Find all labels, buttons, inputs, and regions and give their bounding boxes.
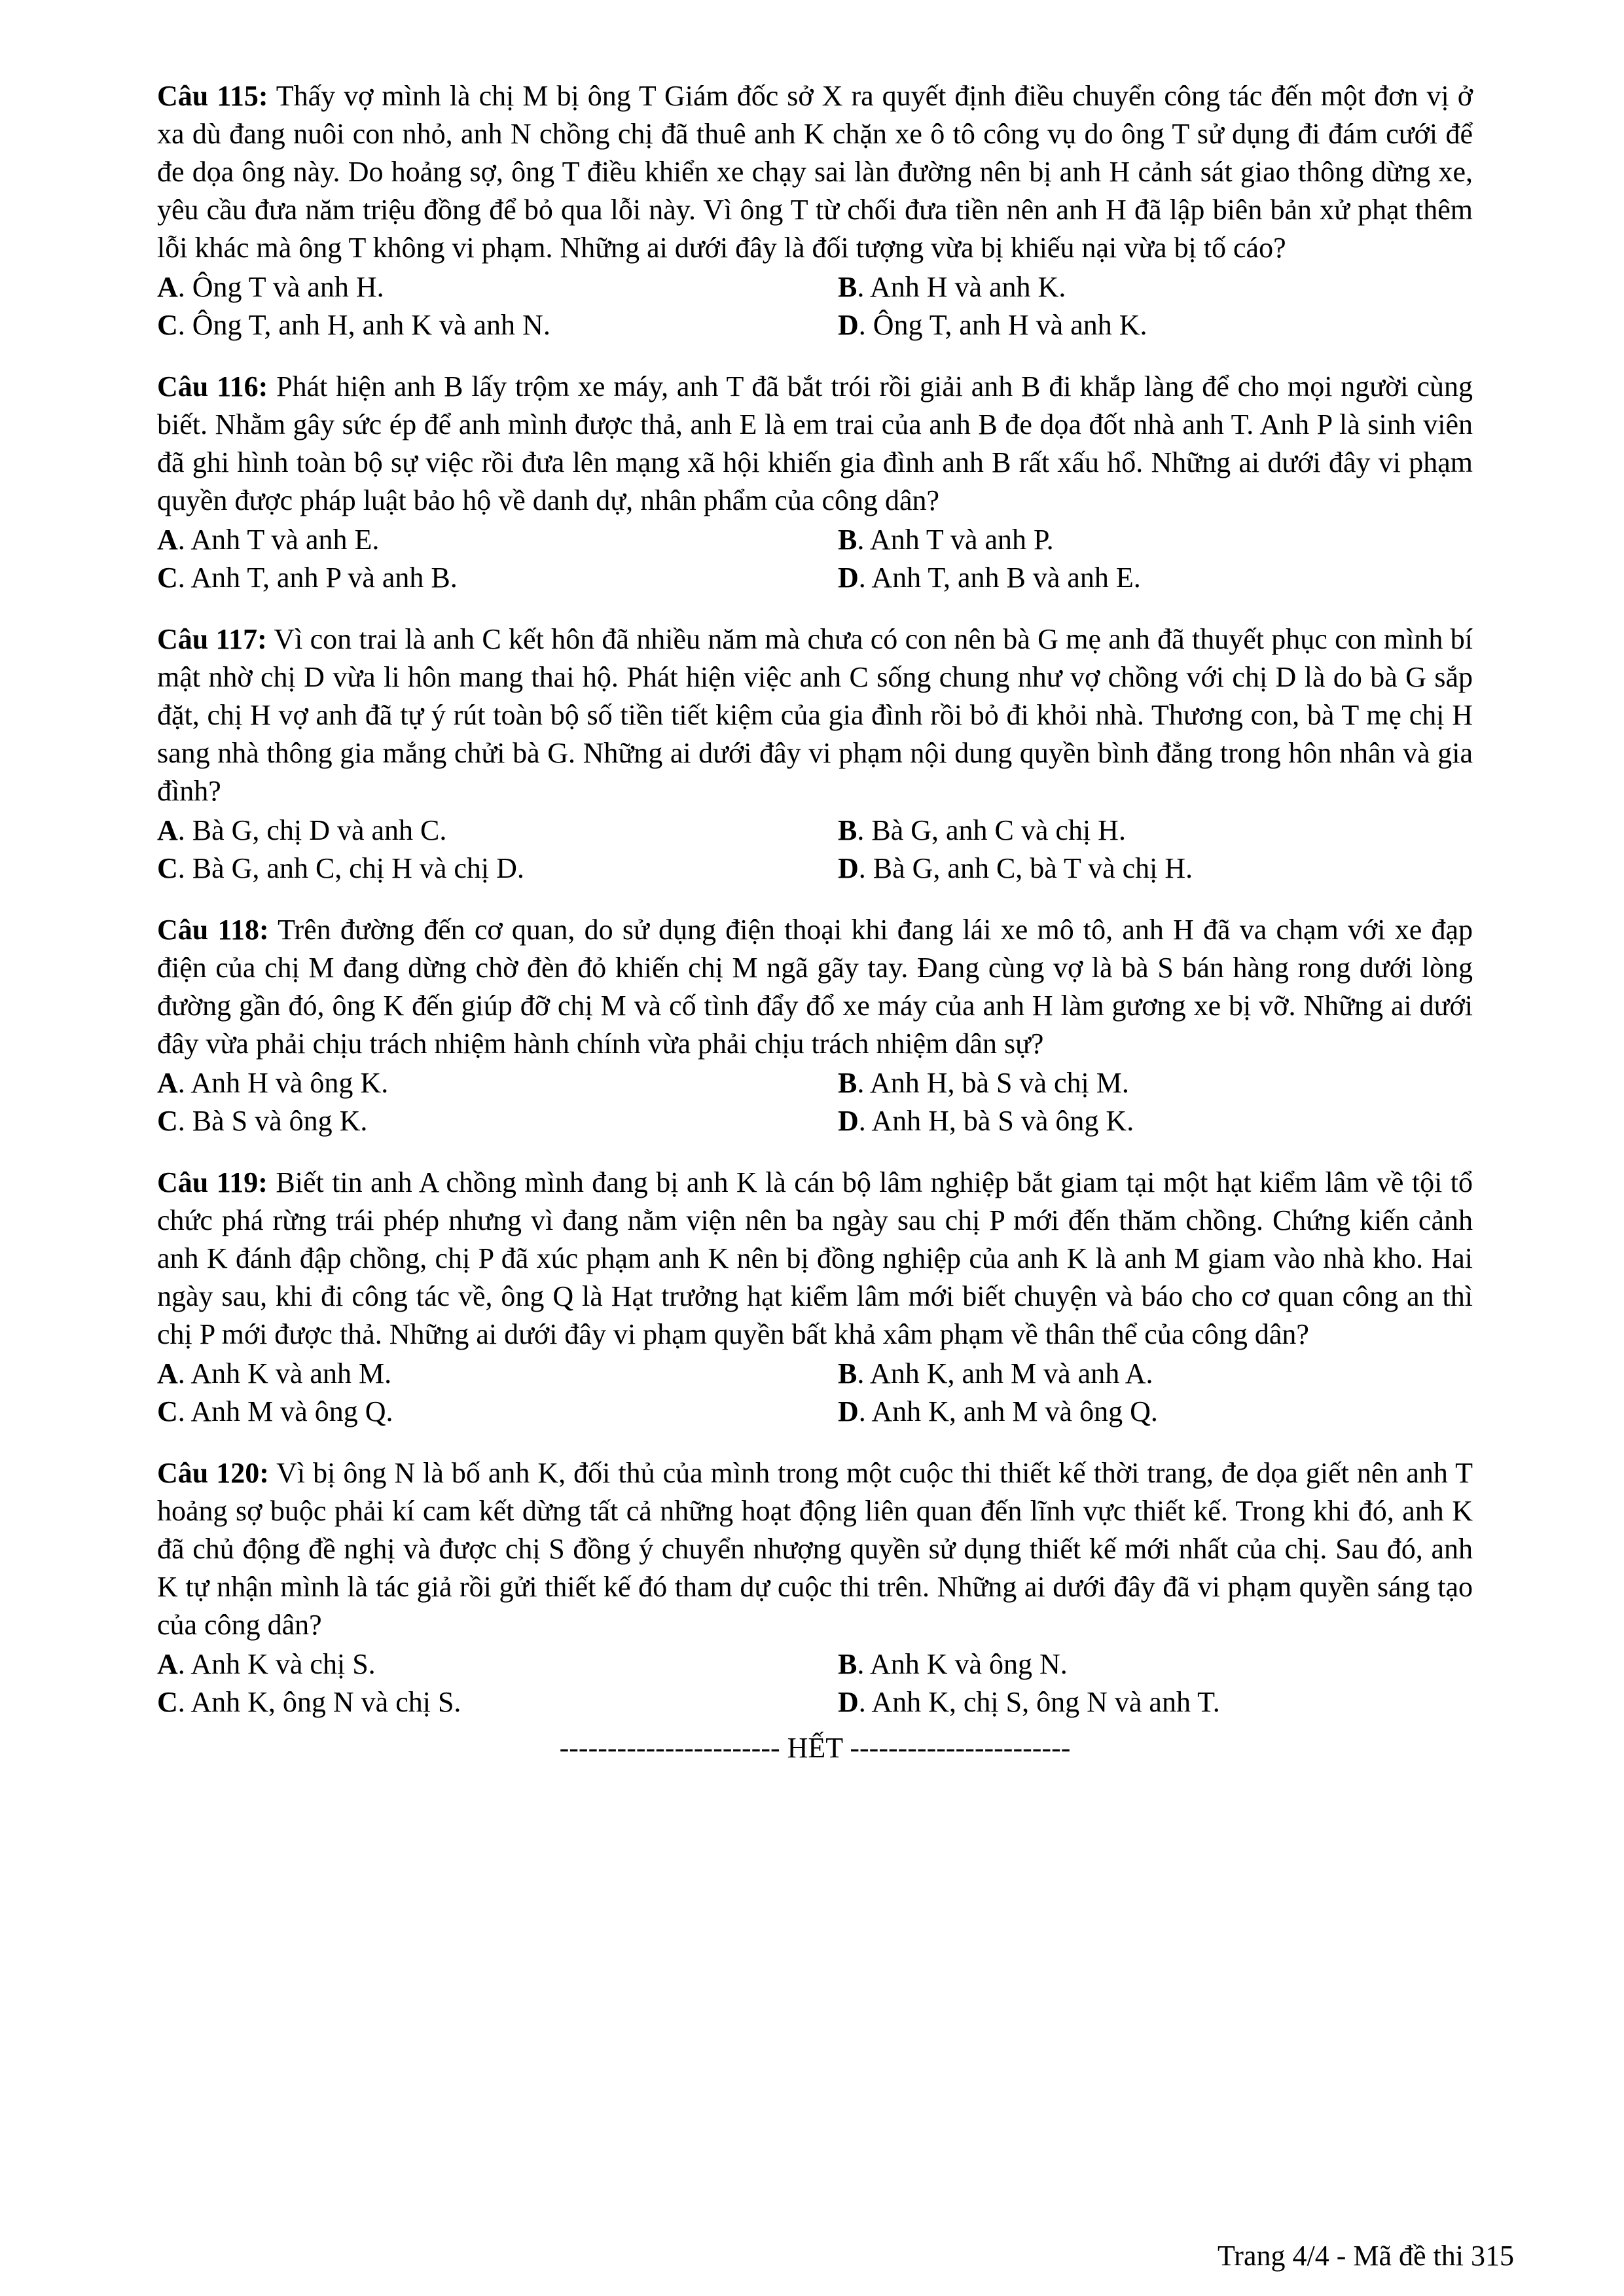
exam-page — [157, 77, 1473, 1767]
question-stem — [157, 368, 1473, 520]
question-117 — [157, 620, 1473, 888]
option-b[interactable]: B. Anh H, bà S và chị M. — [838, 1067, 1129, 1099]
option-c[interactable]: C. Anh T, anh P và anh B. — [157, 562, 458, 594]
option-d[interactable]: D. Bà G, anh C, bà T và chị H. — [838, 852, 1193, 884]
answer-options — [157, 268, 1473, 344]
option-a[interactable]: A. Anh K và chị S. — [157, 1648, 376, 1680]
question-text: Vì bị ông N là bố anh K, đối thủ của mình trong một cuộc thi thiết kế thời trang, đe dọa giết nên anh T hoảng sợ buộc phải kí cam kết dừng tất cả những hoạt động liên quan đến lĩnh vực thiết kế. Trong khi đó, anh K đã chủ động đề nghị và được chị S đồng ý chuyển nhượng quyền sử dụng thiết kế mới nhất của chị. Sau đó, anh K tự nhận mình là tác giả rồi gửi thiết kế đó tham dự cuộc thi trên. Những ai dưới đây đã vi phạm quyền sáng tạo của công dân? — [157, 1457, 1473, 1641]
option-a[interactable]: A. Ông T và anh H. — [157, 271, 384, 303]
option-d[interactable]: D. Anh K, anh M và ông Q. — [838, 1395, 1158, 1427]
question-119 — [157, 1164, 1473, 1431]
option-c[interactable]: C. Bà G, anh C, chị H và chị D. — [157, 852, 524, 884]
option-b[interactable]: B. Anh H và anh K. — [838, 271, 1066, 303]
question-number: Câu 116: — [157, 370, 268, 403]
answer-options — [157, 1064, 1473, 1140]
question-text: Phát hiện anh B lấy trộm xe máy, anh T đã bắt trói rồi giải anh B đi khắp làng để cho mọi người cùng biết. Nhằm gây sức ép để anh mình được thả, anh E là em trai của anh B đe dọa đốt nhà anh T. Anh P là sinh viên đã ghi hình toàn bộ sự việc rồi đưa lên mạng xã hội khiến gia đình anh B rất xấu hổ. Những ai dưới đây vi phạm quyền được pháp luật bảo hộ về danh dự, nhân phẩm của công dân? — [157, 370, 1473, 516]
question-number: Câu 119: — [157, 1166, 268, 1198]
question-number: Câu 118: — [157, 914, 269, 946]
question-text: Vì con trai là anh C kết hôn đã nhiều năm mà chưa có con nên bà G mẹ anh đã thuyết phục con mình bí mật nhờ chị D vừa li hôn mang thai hộ. Phát hiện việc anh C sống chung như vợ chồng với chị D là do bà G sắp đặt, chị H vợ anh đã tự ý rút toàn bộ số tiền tiết kiệm của gia đình rồi bỏ đi khỏi nhà. Thương con, bà T mẹ chị H sang nhà thông gia mắng chửi bà G. Những ai dưới đây vi phạm nội dung quyền bình đẳng trong hôn nhân và gia đình? — [157, 623, 1473, 807]
question-text: Thấy vợ mình là chị M bị ông T Giám đốc sở X ra quyết định điều chuyển công tác đến một đơn vị ở xa dù đang nuôi con nhỏ, anh N chồng chị đã thuê anh K chặn xe ô tô công vụ do ông T sử dụng đi đám cưới để đe dọa ông này. Do hoảng sợ, ông T điều khiển xe chạy sai làn đường nên bị anh H cảnh sát giao thông dừng xe, yêu cầu đưa năm triệu đồng để bỏ qua lỗi này. Vì ông T từ chối đưa tiền nên anh H đã lập biên bản xử phạt thêm lỗi khác mà ông T không vi phạm. Những ai dưới đây là đối tượng vừa bị khiếu nại vừa bị tố cáo? — [157, 80, 1473, 264]
option-a[interactable]: A. Anh H và ông K. — [157, 1067, 389, 1099]
question-118 — [157, 911, 1473, 1140]
option-c[interactable]: C. Anh K, ông N và chị S. — [157, 1686, 461, 1718]
answer-options — [157, 521, 1473, 597]
option-b[interactable]: B. Anh K, anh M và anh A. — [838, 1357, 1153, 1390]
question-115 — [157, 77, 1473, 344]
option-d[interactable]: D. Ông T, anh H và anh K. — [838, 309, 1147, 341]
option-c[interactable]: C. Bà S và ông K. — [157, 1105, 368, 1137]
option-a[interactable]: A. Bà G, chị D và anh C. — [157, 814, 447, 846]
answer-options — [157, 812, 1473, 888]
question-stem — [157, 911, 1473, 1063]
question-number: Câu 120: — [157, 1457, 269, 1489]
option-b[interactable]: B. Anh K và ông N. — [838, 1648, 1068, 1680]
option-c[interactable]: C. Ông T, anh H, anh K và anh N. — [157, 309, 550, 341]
answer-options — [157, 1355, 1473, 1431]
option-a[interactable]: A. Anh T và anh E. — [157, 524, 380, 556]
question-text: Biết tin anh A chồng mình đang bị anh K là cán bộ lâm nghiệp bắt giam tại một hạt kiểm lâm về tội tổ chức phá rừng trái phép nhưng vì đang nằm viện nên ba ngày sau chị P mới đến thăm chồng. Chứng kiến cảnh anh K đánh đập chồng, chị P đã xúc phạm anh K nên bị đồng nghiệp của anh K là anh M giam vào nhà kho. Hai ngày sau, khi đi công tác về, ông Q là Hạt trưởng hạt kiểm lâm mới biết chuyện và báo cho cơ quan công an thì chị P mới được thả. Những ai dưới đây vi phạm quyền bất khả xâm phạm về thân thể của công dân? — [157, 1166, 1473, 1350]
option-c[interactable]: C. Anh M và ông Q. — [157, 1395, 393, 1427]
question-text: Trên đường đến cơ quan, do sử dụng điện thoại khi đang lái xe mô tô, anh H đã va chạm với xe đạp điện của chị M đang dừng chờ đèn đỏ khiến chị M ngã gãy tay. Đang cùng vợ là bà S bán hàng rong dưới lòng đường gần đó, ông K đến giúp đỡ chị M và cố tình đẩy đổ xe máy của anh H làm gương xe bị vỡ. Những ai dưới đây vừa phải chịu trách nhiệm hành chính vừa phải chịu trách nhiệm dân sự? — [157, 914, 1473, 1060]
end-marker: ----------------------- HẾT ----------------------- — [559, 1732, 1071, 1764]
option-d[interactable]: D. Anh T, anh B và anh E. — [838, 562, 1141, 594]
question-stem — [157, 620, 1473, 810]
question-120 — [157, 1454, 1473, 1721]
option-b[interactable]: B. Anh T và anh P. — [838, 524, 1054, 556]
option-b[interactable]: B. Bà G, anh C và chị H. — [838, 814, 1126, 846]
question-number: Câu 115: — [157, 80, 268, 112]
answer-options — [157, 1645, 1473, 1721]
option-d[interactable]: D. Anh K, chị S, ông N và anh T. — [838, 1686, 1220, 1718]
page-footer: Trang 4/4 - Mã đề thi 315 — [1217, 2240, 1514, 2272]
question-stem — [157, 1454, 1473, 1644]
question-116 — [157, 368, 1473, 597]
question-number: Câu 117: — [157, 623, 267, 655]
question-stem — [157, 77, 1473, 267]
option-a[interactable]: A. Anh K và anh M. — [157, 1357, 392, 1390]
question-stem — [157, 1164, 1473, 1354]
option-d[interactable]: D. Anh H, bà S và ông K. — [838, 1105, 1134, 1137]
